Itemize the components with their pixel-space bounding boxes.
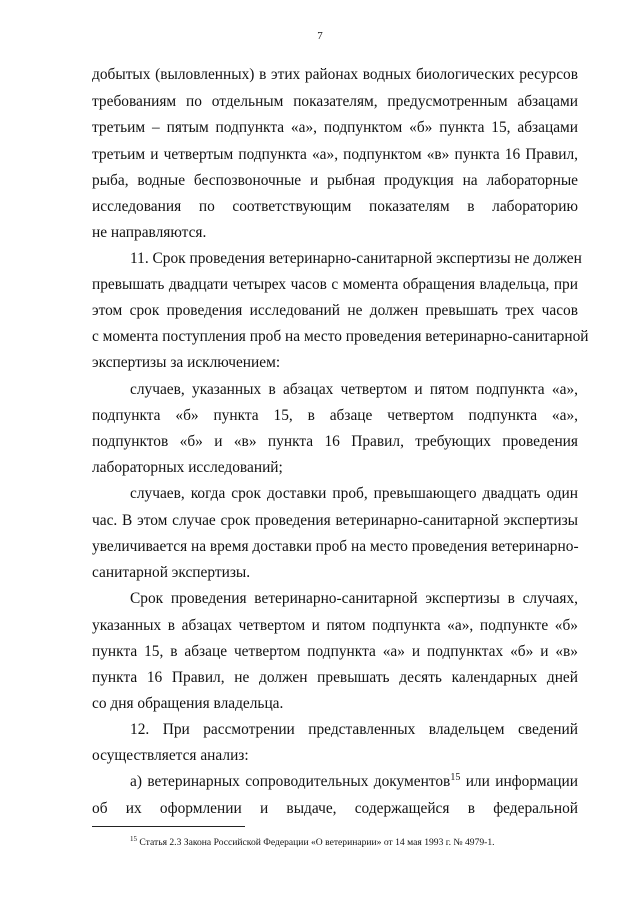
text-line: пункта 15, в абзаце четвертом подпункта «а» и подпунктах «б» и «в» — [92, 643, 578, 660]
text-line: третьим – пятым подпункта «а», подпунктом «б» пункта 15, абзацами — [92, 119, 578, 136]
text-line: с момента поступления проб на место проведения ветеринарно-санитарной — [92, 328, 589, 345]
text-line: не направляются. — [92, 224, 207, 241]
text-line: третьим и четвертым подпункта «а», подпунктом «в» пункта 16 Правил, — [92, 146, 578, 163]
text-line: со дня обращения владельца. — [92, 695, 284, 712]
text-line: 12. При рассмотрении представленных владельцем сведений — [130, 721, 578, 738]
footnote — [130, 833, 495, 849]
footnote-number: 15 — [130, 835, 137, 843]
text-line: превышать двадцати четырех часов с момента обращения владельца, при — [92, 276, 578, 293]
page-number: 7 — [317, 30, 323, 42]
text-line-suffix: или информации — [460, 773, 578, 790]
text-line: Срок проведения ветеринарно-санитарной экспертизы в случаях, — [130, 590, 578, 607]
text-line: пункта 16 Правил, не должен превышать десять календарных дней — [92, 669, 578, 686]
footnote-text: Статья 2.3 Закона Российской Федерации «О ветеринарии» от 14 мая 1993 г. № 4979-1. — [139, 837, 495, 849]
footnote-separator — [92, 826, 245, 827]
text-line: экспертизы за исключением: — [92, 354, 281, 371]
text-line: этом срок проведения исследований не должен превышать трех часов — [92, 302, 578, 319]
text-line: лабораторных исследований; — [92, 459, 283, 476]
text-line: случаев, указанных в абзацах четвертом и пятом подпункта «а», — [130, 381, 578, 398]
text-line: случаев, когда срок доставки проб, превышающего двадцать один — [130, 485, 578, 502]
text-line: рыба, водные беспозвоночные и рыбная продукция на лабораторные — [92, 172, 578, 189]
text-line: санитарной экспертизы. — [92, 564, 251, 581]
footnote-reference: 15 — [450, 772, 461, 783]
text-line: исследования по соответствующим показателям в лабораторию — [92, 198, 578, 215]
text-line: подпункта «б» пункта 15, в абзаце четвертом подпункта «а», — [92, 407, 578, 424]
text-line: увеличивается на время доставки проб на место проведения ветеринарно- — [92, 538, 579, 555]
text-line: подпунктов «б» и «в» пункта 16 Правил, требующих проведения — [92, 433, 578, 450]
text-line-main: а) ветеринарных сопроводительных документов — [130, 773, 451, 790]
text-line: осуществляется анализ: — [92, 747, 249, 764]
text-line: требованиям по отдельным показателям, предусмотренным абзацами — [92, 93, 578, 110]
text-line — [130, 773, 578, 793]
text-line: указанных в абзацах четвертом и пятом подпункта «а», подпункте «б» — [92, 617, 578, 634]
text-line: об их оформлении и выдаче, содержащейся в федеральной — [92, 800, 578, 817]
text-line: час. В этом случае срок проведения ветеринарно-санитарной экспертизы — [92, 512, 578, 529]
text-line: добытых (выловленных) в этих районах водных биологических ресурсов — [92, 66, 578, 83]
text-line: 11. Срок проведения ветеринарно-санитарной экспертизы не должен — [130, 250, 582, 267]
